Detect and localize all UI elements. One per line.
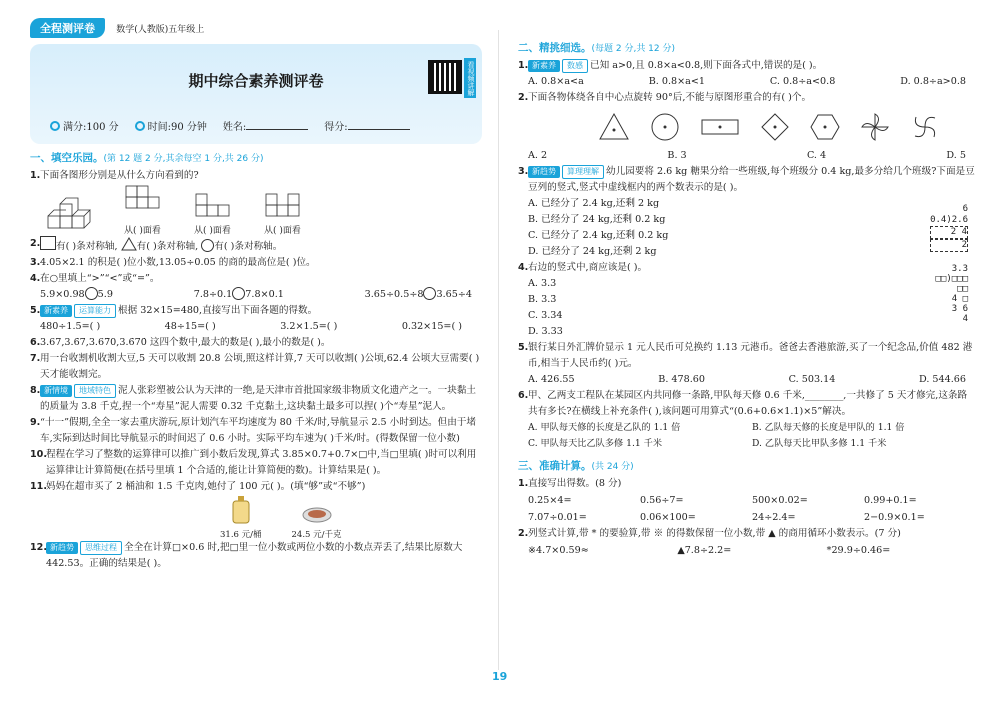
section-1-note: (第 12 题 2 分,其余每空 1 分,共 26 分) [103,154,264,164]
option[interactable]: B. 已经分了 24 kg,还剩 0.2 kg [528,214,666,225]
question-s2: 2. 列竖式计算,带 * 的要验算,带 ※ 的得数保留一位小数,带 ▲ 的商用循环小数表示。(7 分) [518,528,901,539]
q1-view-2: 从( )面看 [194,226,231,236]
div-line: 4 [962,314,968,324]
question-6: 6. 3.67,3.6̇7,3.67̇0,3.6̇70̇ 这四个数中,最大的数是( ),最小的数是( )。 [30,337,331,348]
q11-products [30,495,482,540]
option[interactable]: A. 3.3 [528,278,557,289]
badge: 思维过程 [80,541,122,555]
option[interactable]: C. 3.34 [528,310,563,321]
q4-left-2: 7.8÷0.1 [193,289,233,300]
question-r4: 4. 右边的竖式中,商应该是( )。 [518,262,648,273]
question-11: 11. 妈妈在超市买了 2 桶油和 1.5 千克肉,她付了 100 元( )。(填“够”或“不够”) [30,481,366,492]
r1-text: 已知 a>0,且 0.8×a<0.8,则下面各式中,错误的是( )。 [590,60,823,71]
option[interactable]: D. 已经分了 24 kg,还剩 2 kg [528,246,657,257]
r3-options [518,196,668,260]
q4-left-3: 3.65÷0.5÷8 [364,289,424,300]
option[interactable]: A. 甲队每天修的长度是乙队的 1.1 倍 [528,422,681,433]
div-quotient: 6 [962,204,968,214]
calc-item: *29.9÷0.46= [826,545,891,556]
qr-code-icon[interactable] [428,60,462,94]
page-divider [498,30,499,670]
q4-right-1: 5.9 [97,289,113,300]
r3-division [930,204,976,260]
pinwheel-icon [860,112,890,142]
question-9: 9. “十一”假期,全全一家去重庆游玩,原计划汽车平均速度为 80 千米/时,导航显示 2.5 小时到达。但由于堵车,实际到达时间比导航显示的时间迟了 0.6 小时。实际平均车速为( )千米/时。(得数保留一位小数) [30,417,477,444]
r6-options [518,420,976,452]
triangle-icon [121,237,137,251]
option[interactable]: C. 4 [806,150,827,161]
option[interactable]: C. 已经分了 2.4 kg,还剩 0.2 kg [528,230,669,241]
badge: 运算能力 [74,304,116,318]
q5-items [30,319,482,335]
q1-figures [30,184,482,236]
calc-item: 0.25×4= [528,495,572,506]
square-icon [40,236,56,250]
header-subtitle: 数学(人教版)五年级上 [116,25,205,35]
q2-part-3: 有( )条对称轴。 [214,241,283,252]
badge: 算理理解 [562,165,604,179]
calc-item: 7.07÷0.01= [528,512,587,523]
section-3-title [518,458,976,473]
question-r3: 3. 新趋势 算理理解 幼儿园要将 2.6 kg 糖果分给一些班级,每个班级分 0.4 kg,最多分给几个班级?下面是豆豆列的竖式,竖式中虚线框内的两个数表示的是( )。 [518,166,975,193]
q4-right-3: 3.65÷4 [436,289,472,300]
oil-price: 31.6 元/桶 [220,530,262,540]
section-2-note: (每题 2 分,共 12 分) [591,44,676,54]
r1-options [518,74,976,90]
badge: 地域特色 [74,384,116,398]
question-8: 8. 新情境 地域特色 泥人张彩塑被公认为天津的一绝,是天津市首批国家级非物质文化遗产之一。一块黏土的质量为 3.8 千克,捏一个“寿星”泥人需要 0.32 千克黏土,这块黏土最多可以捏( )个“寿星”泥人。 [30,385,477,412]
question-10: 10. 程程在学习了整数的运算律可以推广到小数后发现,算式 3.85×0.7+0.7×□中,当□里填( )时可以利用运算律让计算简便(在括号里填 1 个合适的,能让计算简便的数)。计算结果是( )。 [30,449,477,476]
top-view-icon [194,192,234,220]
exam-info [50,118,410,133]
triangle-dot-icon [598,112,630,142]
r6-text: 甲、乙两支工程队在某园区内共同修一条路,甲队每天修 0.6 千米,________,一共修了 5 天才修完,这条路共有多长?在横线上补充条件( ),该问题可用算式“(0.6+0.6×1.1)×5”解决。 [528,390,968,417]
header-tag: 全程测评卷 [30,18,105,38]
score-label: 满分:100 分 [63,122,119,133]
q8-text: 泥人张彩塑被公认为天津的一绝,是天津市首批国家级非物质文化遗产之一。一块黏土的质量为 3.8 千克,捏一个“寿星”泥人需要 0.32 千克黏土,这块黏土最多可以捏( )个“寿星”泥人。 [40,385,477,412]
question-7: 7. 用一台收割机收割大豆,5 天可以收割 20.8 公顷,照这样计算,7 天可以收割( )公顷,62.4 公顷大豆需要( )天才能收割完。 [30,353,480,380]
option[interactable]: D. 3.33 [528,326,563,337]
q4-text: 在○里填上“>”“<”或“=”。 [40,273,160,284]
circle-icon [135,121,145,131]
oil-bottle-icon [230,495,252,525]
swirl-icon [910,112,940,142]
meat-plate-icon [302,503,332,525]
q7-text: 用一台收割机收割大豆,5 天可以收割 20.8 公顷,照这样计算,7 天可以收割( )公顷,62.4 公顷大豆需要( )天才能收割完。 [40,353,480,380]
option[interactable]: D. 乙队每天比甲队多修 1.1 千米 [752,438,887,449]
option[interactable]: A. 426.55 [528,374,575,385]
r4-options [518,276,563,340]
page-number: 19 [492,670,508,683]
div-line: □□)□□□ [935,274,968,284]
header [30,18,482,38]
circle-dot-icon [650,112,680,142]
calc-item: 500×0.02= [752,495,808,506]
option[interactable]: B. 478.60 [658,374,705,385]
div-line: □□ [957,284,968,294]
circle-shape-icon [201,239,214,252]
q11-text: 妈妈在超市买了 2 桶油和 1.5 千克肉,她付了 100 元( )。(填“够”或“不够”) [46,481,366,492]
option[interactable]: B. 乙队每天修的长度是甲队的 1.1 倍 [752,422,905,433]
question-3: 3. 4.05×2.1 的积是( )位小数,13.05÷0.05 的商的最高位是( )位。 [30,257,316,268]
s1-text: 直接写出得数。(8 分) [528,478,622,489]
question-s1: 1. 直接写出得数。(8 分) [518,478,622,489]
q4-right-2: 7.8×0.1 [245,289,284,300]
q5-item: 480÷1.5=( ) [40,321,101,332]
div-line: 3 6 [951,304,968,314]
score-got-label: 得分: [324,122,348,133]
rectangle-dot-icon [700,112,740,142]
option[interactable]: B. 3.3̇ [528,294,557,305]
page-title: 期中综合素养测评卷 [188,72,324,90]
cube-stack-icon [44,194,94,236]
div-line: 4 □ [951,294,968,304]
question-r1: 1. 新素养 数感 已知 a>0,且 0.8×a<0.8,则下面各式中,错误的是( )。 [518,60,823,71]
option[interactable]: D. 544.66 [918,374,966,385]
question-2: 2. 有( )条对称轴, 有( )条对称轴, 有( )条对称轴。 [30,238,283,252]
section-3-label: 三、准确计算。 [518,460,592,472]
section-1-label: 一、填空乐园。 [30,152,104,164]
time-label: 时间:90 分钟 [147,122,207,133]
question-4: 4. 在○里填上“>”“<”或“=”。 [30,273,160,284]
section-3-note: (共 24 分) [591,462,634,472]
badge: 新情境 [40,385,72,397]
badge: 新素养 [528,60,560,72]
option[interactable]: B. 3 [667,150,687,161]
qr-label: 看视频讲解 [464,58,476,98]
question-5: 5. 新素养 运算能力 根据 32×15=480,直接写出下面各题的得数。 [30,305,318,316]
question-r5: 5. 银行某日外汇牌价显示 1 元人民币可兑换约 1.13 元港币。爸爸去香港旅游,买了一个纪念品,价值 482 港币,相当于人民币约( )元。 [518,342,973,369]
q3-text: 4.05×2.1 的积是( )位小数,13.05÷0.05 的商的最高位是( )位。 [40,257,316,268]
calc-item: 0.99+0.1= [864,495,917,506]
r5-options [518,372,976,388]
r3-text: 幼儿园要将 2.6 kg 糖果分给一些班级,每个班级分 0.4 kg,最多分给几个班级?下面是豆豆列的竖式,竖式中虚线框内的两个数表示的是( )。 [528,166,975,193]
right-column [518,40,976,559]
circle-icon [50,121,60,131]
option[interactable]: D. 5 [946,150,966,161]
name-field[interactable] [246,120,308,130]
q4-left-1: 5.9×0.98 [40,289,85,300]
option[interactable]: C. 0.8÷a<0.8 [769,76,836,87]
q1-view-3: 从( )面看 [264,226,301,236]
score-field[interactable] [348,120,410,130]
q5-text: 根据 32×15=480,直接写出下面各题的得数。 [118,305,318,316]
calc-item: ▲7.8÷2.2= [677,545,732,556]
q9-text: “十一”假期,全全一家去重庆游玩,原计划汽车平均速度为 80 千米/时,导航显示 2.5 小时到达。但由于堵车,实际到达时间比导航显示的时间迟了 0.6 小时。实际平均车速为( )千米/时。(得数保留一位小数) [40,417,477,444]
side-view-icon [264,192,304,220]
q1-text: 下面各图形分别是从什么方向看到的? [40,170,199,181]
calc-item: 2−0.9×0.1= [864,512,925,523]
div-dashed-box: 2 [930,239,968,252]
section-1-title [30,150,482,165]
r2-text: 下面各物体绕各自中心点旋转 90°后,不能与原图形重合的有( )个。 [528,92,812,103]
question-r2: 2. 下面各物体绕各自中心点旋转 90°后,不能与原图形重合的有( )个。 [518,92,812,103]
compare-circle[interactable] [85,287,98,300]
hexagon-dot-icon [810,112,840,142]
option[interactable]: C. 甲队每天比乙队多修 1.1 千米 [528,438,663,449]
compare-circle[interactable] [423,287,436,300]
badge: 数感 [562,59,588,73]
q6-text: 3.67,3.6̇7,3.67̇0,3.6̇70̇ 这四个数中,最大的数是( ),最小的数是( )。 [40,337,331,348]
q5-item: 48÷15=( ) [164,321,216,332]
q5-item: 0.32×15=( ) [401,321,462,332]
q12-text: 全全在计算□×0.6 时,把□里一位小数或两位小数的小数点弄丢了,结果比原数大 442.53。正确的结果是( )。 [46,542,463,569]
calc-item: ※4.7×0.59≈ [528,545,589,556]
s2-text: 列竖式计算,带 * 的要验算,带 ※ 的得数保留一位小数,带 ▲ 的商用循环小数表示。(7 分) [528,528,901,539]
s2-grid [518,542,976,559]
q10-text: 程程在学习了整数的运算律可以推广到小数后发现,算式 3.85×0.7+0.7×□中,当□里填( )时可以利用运算律让计算简便(在括号里填 1 个合适的,能让计算简便的数)。计算结果是( )。 [46,449,477,476]
q4-items [30,287,482,303]
option[interactable]: C. 503.14 [788,374,836,385]
question-r6: 6. 甲、乙两支工程队在某园区内共同修一条路,甲队每天修 0.6 千米,________,一共修了 5 天才修完,这条路共有多长?在横线上补充条件( ),该问题可用算式“(0.6+0.6×1.1)×5”解决。 [518,390,968,417]
front-view-icon [124,184,164,220]
badge: 新素养 [40,305,72,317]
div-line: 0.4)2.6 [930,215,968,225]
r3-body [518,196,976,260]
compare-circle[interactable] [232,287,245,300]
calc-item: 24÷2.4= [752,512,796,523]
title-box [30,44,482,144]
div-quotient: 3.3 [951,264,968,274]
badge: 新趋势 [528,166,560,178]
diamond-dot-icon [760,112,790,142]
r4-text: 右边的竖式中,商应该是( )。 [528,262,648,273]
section-2-title [518,40,976,55]
option[interactable]: A. 2 [528,150,548,161]
q2-part-2: 有( )条对称轴, [136,241,199,252]
option[interactable]: A. 0.8×a<a [528,76,584,87]
q2-part-1: 有( )条对称轴, [56,241,118,252]
section-2-label: 二、精挑细选。 [518,42,592,54]
q1-view-1: 从( )面看 [124,226,161,236]
question-1: 1. 下面各图形分别是从什么方向看到的? [30,170,199,181]
r2-shapes [518,112,976,142]
option[interactable]: B. 0.8×a<1 [648,76,706,87]
calc-item: 0.06×100= [640,512,696,523]
calc-item: 0.56÷7= [640,495,684,506]
left-column [30,18,482,572]
r5-text: 银行某日外汇牌价显示 1 元人民币可兑换约 1.13 元港币。爸爸去香港旅游,买了一个纪念品,价值 482 港币,相当于人民币约( )元。 [528,342,973,369]
name-label: 姓名: [222,122,247,133]
option[interactable]: A. 已经分了 2.4 kg,还剩 2 kg [528,198,660,209]
meat-price: 24.5 元/千克 [291,530,342,540]
r2-options [518,148,976,164]
badge: 新趋势 [46,542,78,554]
q5-item: 3.2×1.5=( ) [280,321,338,332]
question-12: 12. 新趋势 思维过程 全全在计算□×0.6 时,把□里一位小数或两位小数的小数点弄丢了,结果比原数大 442.53。正确的结果是( )。 [30,542,463,569]
div-dashed-box: 2 4 [930,226,968,239]
s1-grid [518,492,976,526]
option[interactable]: D. 0.8÷a>0.8 [900,76,966,87]
